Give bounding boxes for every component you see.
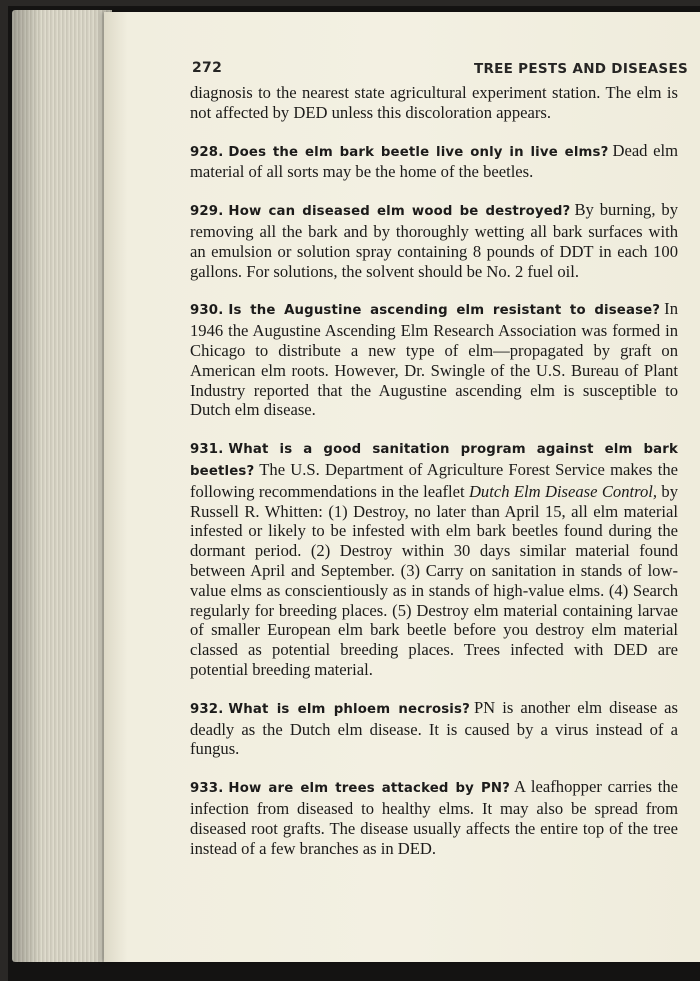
qa-paragraph [190,200,678,281]
qa-entry-932 [190,698,678,759]
question-text: Does the elm bark beetle live only in live elms? [228,144,609,160]
page-content [190,60,688,858]
qa-entry-930 [190,299,678,420]
question-text: What is a good sanitation program against elm bark beetles? [190,442,678,479]
question-text: What is elm phloem necrosis? [228,701,470,717]
book-page [104,12,700,962]
question-text: How are elm trees attacked by PN? [228,781,510,797]
question-number: 931. [190,442,224,458]
question [190,702,470,717]
lead-paragraph: diagnosis to the nearest state agricultural experiment station. The elm is not affected by DED unless this discoloration appears. [190,83,678,122]
qa-paragraph [190,141,678,183]
page-number: 272 [192,60,223,76]
qa-paragraph [190,698,678,759]
question-text: How can diseased elm wood be destroyed? [228,204,571,220]
question-number: 932. [190,701,224,717]
answer-text: A leafhopper carries the infection from diseased to healthy elms. It may also be spread from diseased root grafts. The disease usually affects the entire top of the tree instead of a few branches as in DED. [190,777,679,858]
publication-title: Dutch Elm Disease Control, [468,481,658,501]
answer-text: By burning, by removing all the bark and by thoroughly wetting all bark surfaces with an emulsion or solution spray containing 8 pounds of DDT in each 100 gallons. For solutions, the solvent should be No. 2 fuel oil. [190,200,679,281]
qa-entry-929 [190,200,678,281]
qa-entry-933 [190,777,678,858]
question [190,303,660,318]
question-number: 930. [190,303,224,319]
answer-text: In 1946 the Augustine Ascending Elm Research Association was formed in Chicago to distribute a new type of elm—propagated by graft on American elm roots. However, Dr. Swingle of the U.S. Bureau of Plant Industry reported that the Augustine ascending elm is susceptible to Dutch elm disease. [190,299,678,420]
question [190,145,608,160]
question-text: Is the Augustine ascending elm resistant to disease? [228,303,661,319]
answer-text-continued: by Russell R. Whitten: (1) Destroy, no later than April 15, all elm material infested or likely to be infested with elm bark beetles found during the dormant period. (2) Destroy within 30 days similar material found between April and September. (3) Carry on sanitation in stands of low-value elms as conscientiously as in stands of high-value elms. (4) Search regularly for breeding places. (5) Destroy elm material containing larvae of smaller European elm bark beetle before you destroy elm material classed as potential breeding places. Trees infected with DED are potential breeding material. [190,481,679,679]
answer-text: The U.S. Department of Agriculture Forest Service makes the following recommendations in the leaflet [190,459,678,501]
page-edges [12,10,112,962]
question [190,204,570,219]
question-number: 933. [190,781,224,797]
qa-paragraph [190,777,678,858]
running-head [190,60,688,82]
answer-text: Dead elm material of all sorts may be the home of the beetles. [190,140,678,182]
qa-paragraph [190,299,678,420]
qa-paragraph [190,438,678,680]
qa-entry-928 [190,141,678,183]
qa-entry-931 [190,438,678,680]
question [190,781,510,796]
answer-text: PN is another elm disease as deadly as the Dutch elm disease. It is caused by a virus instead of a fungus. [190,697,678,759]
running-title: TREE PESTS AND DISEASES [473,61,688,77]
question-number: 929. [190,204,224,220]
question-number: 928. [190,144,224,160]
